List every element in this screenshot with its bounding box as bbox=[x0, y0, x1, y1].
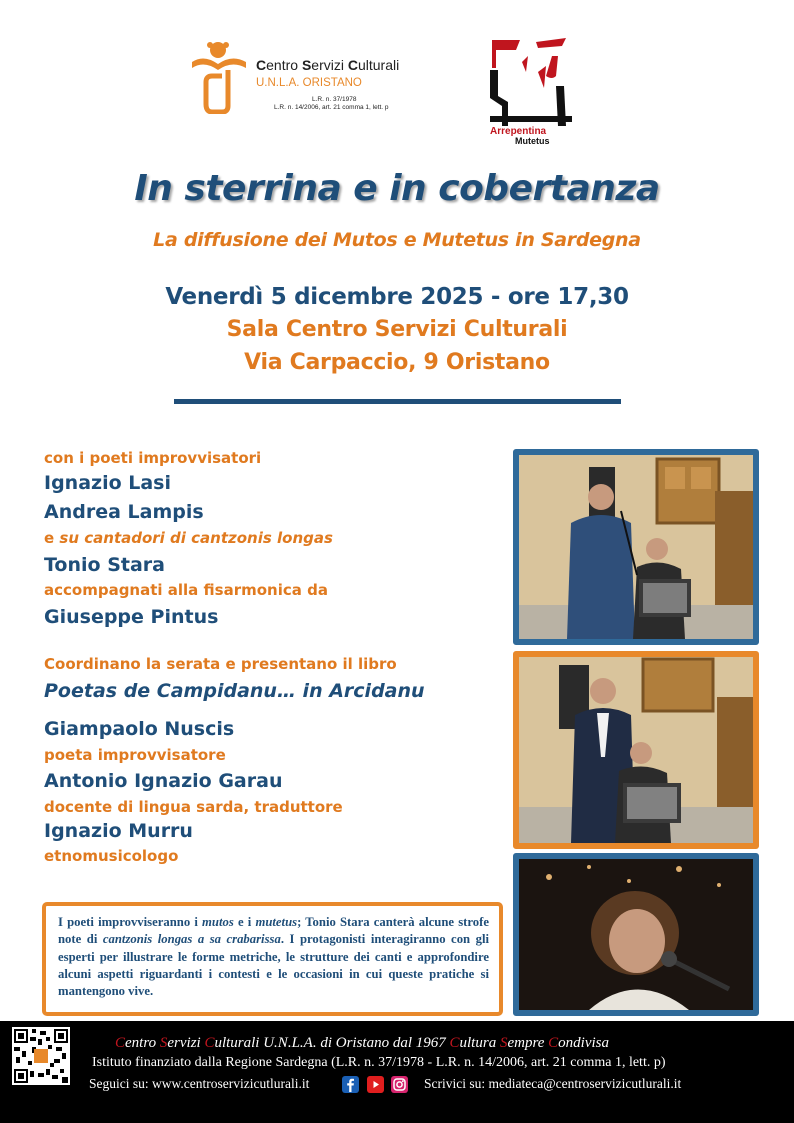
footer-institute: Istituto finanziato dalla Regione Sardegna (L.R. n. 37/1978 - L.R. n. 14/2006, art. 21 comma 1, lett. p) bbox=[92, 1055, 666, 1070]
instagram-icon[interactable] bbox=[391, 1076, 408, 1093]
photo-singer bbox=[513, 853, 759, 1016]
event-title: In sterrina e in cobertanza bbox=[134, 168, 660, 209]
info-mutetus: mutetus bbox=[255, 915, 298, 929]
event-date: Venerdì 5 dicembre 2025 - ore 17,30 bbox=[165, 284, 629, 310]
presenters-intro: Coordinano la serata e presentano il libro bbox=[44, 655, 397, 673]
book-reader-icon bbox=[188, 40, 252, 114]
csc-law-line-1: L.R. n. 37/1978 bbox=[312, 96, 357, 103]
presenter-name-3: Ignazio Murru bbox=[44, 820, 193, 842]
presenter-role-3: etnomusicologo bbox=[44, 847, 179, 865]
arrepentina-logo bbox=[486, 36, 576, 148]
csc-subtitle: U.N.L.A. ORISTANO bbox=[256, 77, 362, 89]
info-box bbox=[42, 902, 503, 1016]
accompanied-label: accompagnati alla fisarmonica da bbox=[44, 581, 328, 599]
presenter-role-2: docente di lingua sarda, traduttore bbox=[44, 798, 343, 816]
mutetus-label: Mutetus bbox=[515, 136, 550, 146]
arrepentina-label: Arrepentina bbox=[490, 126, 547, 137]
singer-name: Tonio Stara bbox=[44, 554, 165, 576]
divider bbox=[174, 399, 621, 404]
facebook-icon[interactable] bbox=[342, 1076, 359, 1093]
info-text-3: ; Tonio Stara canterà alcune strofe note di bbox=[58, 915, 489, 947]
event-address: Via Carpaccio, 9 Oristano bbox=[244, 350, 550, 375]
presenter-role-1: poeta improvvisatore bbox=[44, 746, 226, 764]
info-text-1: I poeti improvviseranno i bbox=[58, 915, 203, 929]
book-title: Poetas de Campidanu… in Arcidanu bbox=[44, 680, 425, 702]
info-text-2: e i bbox=[233, 915, 256, 929]
event-venue: Sala Centro Servizi Culturali bbox=[226, 317, 568, 342]
footer-motto: Centro Servizi Culturali U.N.L.A. di Oristano dal 1967 Cultura Sempre Condivisa bbox=[115, 1035, 609, 1051]
photo-performers-2 bbox=[513, 651, 759, 849]
poet-name-2: Andrea Lampis bbox=[44, 501, 204, 523]
accordionist-name: Giuseppe Pintus bbox=[44, 606, 219, 628]
info-cantzonis: cantzonis longas a sa crabarissa bbox=[102, 932, 281, 947]
csc-logo bbox=[188, 40, 438, 120]
performers-intro: con i poeti improvvisatori bbox=[44, 449, 262, 467]
poet-name-1: Ignazio Lasi bbox=[44, 472, 172, 494]
youtube-icon[interactable] bbox=[367, 1076, 384, 1093]
csc-law-line-2: L.R. n. 14/2006, art. 21 comma 1, lett. p bbox=[274, 104, 389, 111]
arrepentina-emblem-icon bbox=[486, 36, 576, 128]
singers-label: su cantadori di cantzonis longas bbox=[59, 529, 333, 547]
footer-website-link[interactable]: Seguici su: www.centroservizicutlurali.it bbox=[89, 1076, 310, 1091]
presenter-name-2: Antonio Ignazio Garau bbox=[44, 770, 283, 792]
conjunction: e bbox=[44, 529, 55, 547]
event-subtitle: La diffusione dei Mutos e Mutetus in Sardegna bbox=[153, 229, 641, 251]
singers-line bbox=[44, 529, 333, 547]
info-text-4: . I protagonisti interagiranno con gli esperti per illustrare le forme metriche, le strutture dei canti e approfondire alcuni aspetti riguardanti i contesti e le occasioni in cui queste pratiche si mantengono vive. bbox=[58, 932, 490, 999]
info-mutos: mutos bbox=[202, 915, 234, 929]
csc-name: Centro Servizi Culturali bbox=[256, 57, 400, 73]
footer bbox=[0, 1021, 794, 1123]
presenter-name-1: Giampaolo Nuscis bbox=[44, 718, 235, 740]
qr-code-icon[interactable] bbox=[12, 1027, 70, 1085]
photo-performers-1 bbox=[513, 449, 759, 645]
footer-email-link[interactable]: Scrivici su: mediateca@centroservizicutlurali.it bbox=[424, 1076, 682, 1091]
